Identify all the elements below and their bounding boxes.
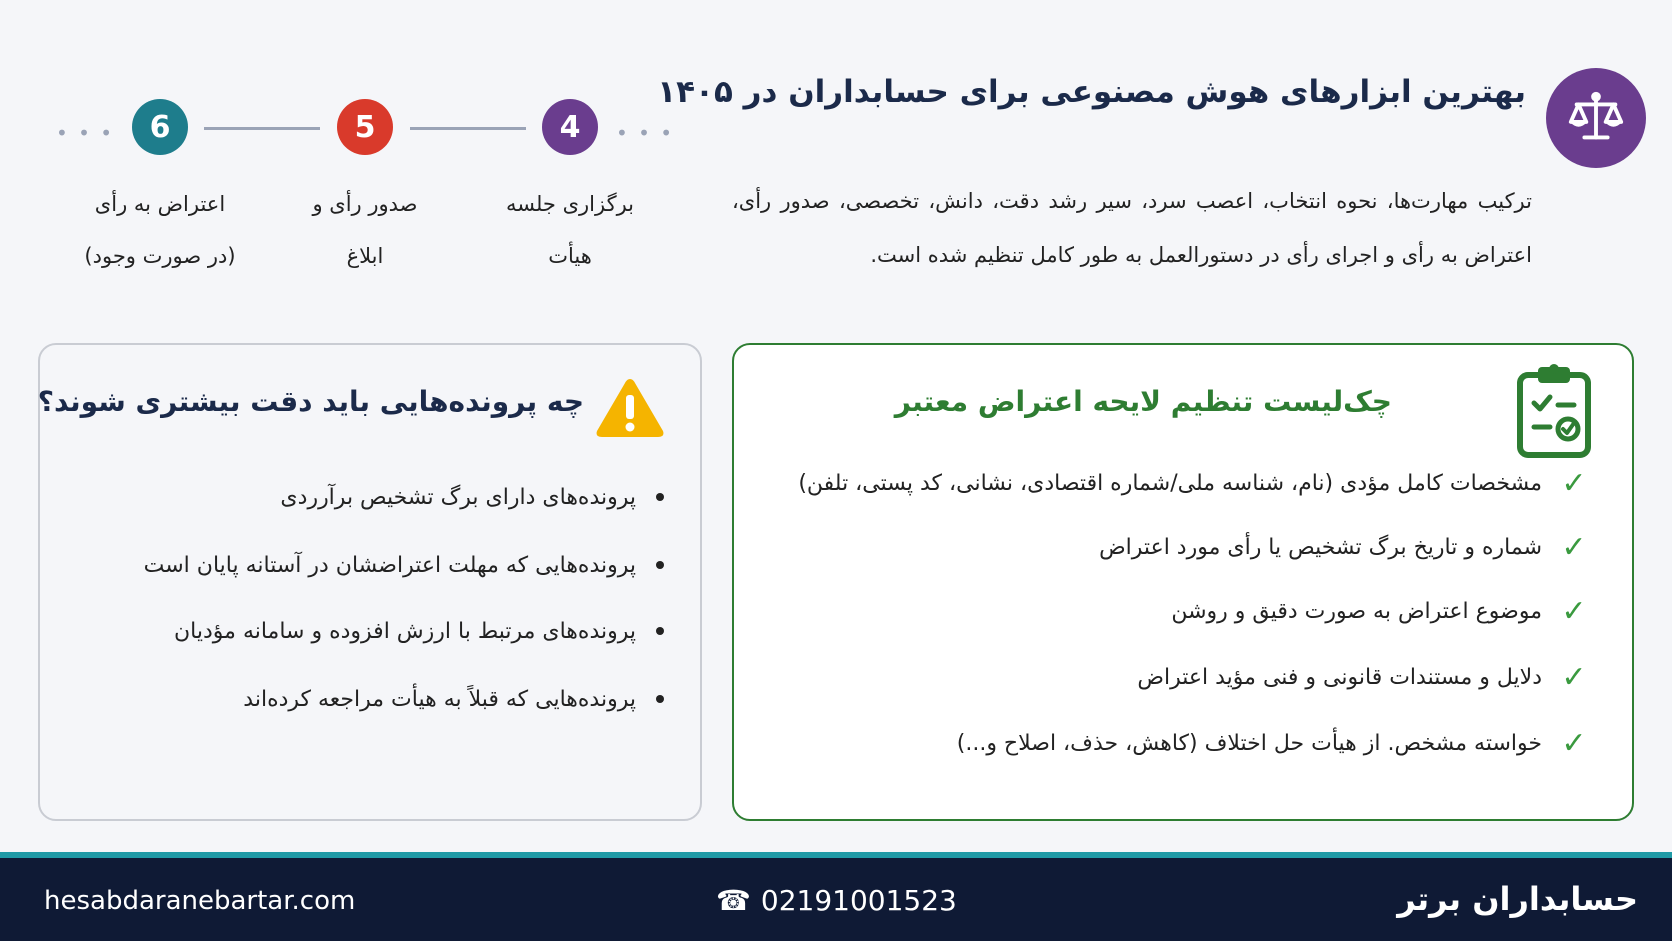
step-connector	[410, 127, 526, 130]
footer-phone[interactable]	[716, 884, 957, 917]
warning-item	[84, 477, 664, 517]
warning-item	[84, 611, 664, 651]
checklist-title: چک‌لیست تنظیم لایحه اعتراض معتبر	[894, 385, 1392, 418]
warning-item-text: پرونده‌های مرتبط با ارزش افزوده و سامانه مؤدیان	[174, 618, 636, 644]
step-connector	[204, 127, 320, 130]
warning-item	[84, 545, 664, 585]
step-4-number: 4	[542, 99, 598, 155]
warning-item	[84, 679, 664, 719]
intro-paragraph: ترکیب مهارت‌ها، نحوه انتخاب، اعصب سرد، سیر رشد دقت، دانش، تخصصی، صدور رأی، اعتراض به رأی و اجرای رأی در دستورالعمل به طور کامل تنظیم شده است.	[732, 189, 1532, 267]
footer-bar	[0, 852, 1672, 941]
warning-item-text: پرونده‌هایی که قبلاً به هیأت مراجعه کرده‌اند	[243, 686, 636, 712]
check-icon: ✓	[1561, 593, 1587, 629]
process-steps	[0, 90, 690, 290]
step-6-label-line1: اعتراض به رأی	[94, 192, 226, 216]
checklist-item	[770, 591, 1590, 631]
bullet-icon	[656, 695, 664, 703]
checklist-item-text: مشخصات کامل مؤدی (نام، شناسه ملی/شماره اقتصادی، نشانی، کد پستی، تلفن)	[798, 470, 1542, 496]
telephone-icon: ☎	[716, 884, 751, 917]
step-4-label	[470, 178, 670, 282]
check-icon: ✓	[1561, 725, 1587, 761]
bullet-icon	[656, 627, 664, 635]
bullet-icon	[656, 493, 664, 501]
step-5-number: 5	[337, 99, 393, 155]
step-6-label	[60, 178, 260, 282]
warning-triangle-icon	[594, 375, 666, 441]
warning-title: چه پرونده‌هایی باید دقت بیشتری شوند؟	[37, 385, 584, 418]
checklist-item-text: شماره و تاریخ برگ تشخیص یا رأی مورد اعتراض	[1099, 534, 1542, 560]
website-link[interactable]: hesabdaranebartar.com	[44, 886, 356, 916]
warning-card	[38, 343, 702, 821]
check-icon: ✓	[1561, 529, 1587, 565]
step-4-label-line2: هیأت	[548, 244, 592, 268]
footer-brand: حسابداران برتر	[1397, 880, 1638, 918]
page-title: بهترین ابزارهای هوش مصنوعی برای حسابداران در ۱۴۰۵	[657, 74, 1526, 110]
step-5-label-line1: صدور رأی و	[312, 192, 418, 216]
step-4-label-line1: برگزاری جلسه	[505, 192, 635, 216]
check-icon: ✓	[1561, 465, 1587, 501]
checklist-item-text: موضوع اعتراض به صورت دقیق و روشن	[1171, 598, 1542, 624]
step-5-label	[265, 178, 465, 282]
step-6-number: 6	[132, 99, 188, 155]
phone-number: 02191001523	[760, 884, 957, 917]
check-icon: ✓	[1561, 659, 1587, 695]
clipboard-check-icon	[1514, 361, 1594, 459]
warning-item-text: پرونده‌هایی که مهلت اعتراضشان در آستانه پایان است	[143, 552, 636, 578]
step-6-label-line2: (در صورت وجود)	[84, 244, 236, 268]
steps-dots-left: • • •	[56, 121, 115, 145]
checklist-item-text: دلایل و مستندات قانونی و فنی مؤید اعتراض	[1137, 664, 1542, 690]
checklist-card	[732, 343, 1634, 821]
steps-dots-right: • • •	[616, 121, 675, 145]
logo-badge	[1546, 68, 1646, 168]
checklist-item	[770, 657, 1590, 697]
bullet-icon	[656, 561, 664, 569]
checklist-item	[770, 527, 1590, 567]
checklist-item-text: خواسته مشخص. از هیأت حل اختلاف (کاهش، حذف، اصلاح و...)	[956, 730, 1542, 756]
checklist-item	[770, 463, 1590, 503]
scales-of-justice-icon	[1565, 87, 1627, 149]
step-5-label-line2: ابلاغ	[346, 244, 384, 268]
warning-item-text: پرونده‌های دارای برگ تشخیص برآرردی	[280, 484, 636, 510]
checklist-item	[770, 723, 1590, 763]
